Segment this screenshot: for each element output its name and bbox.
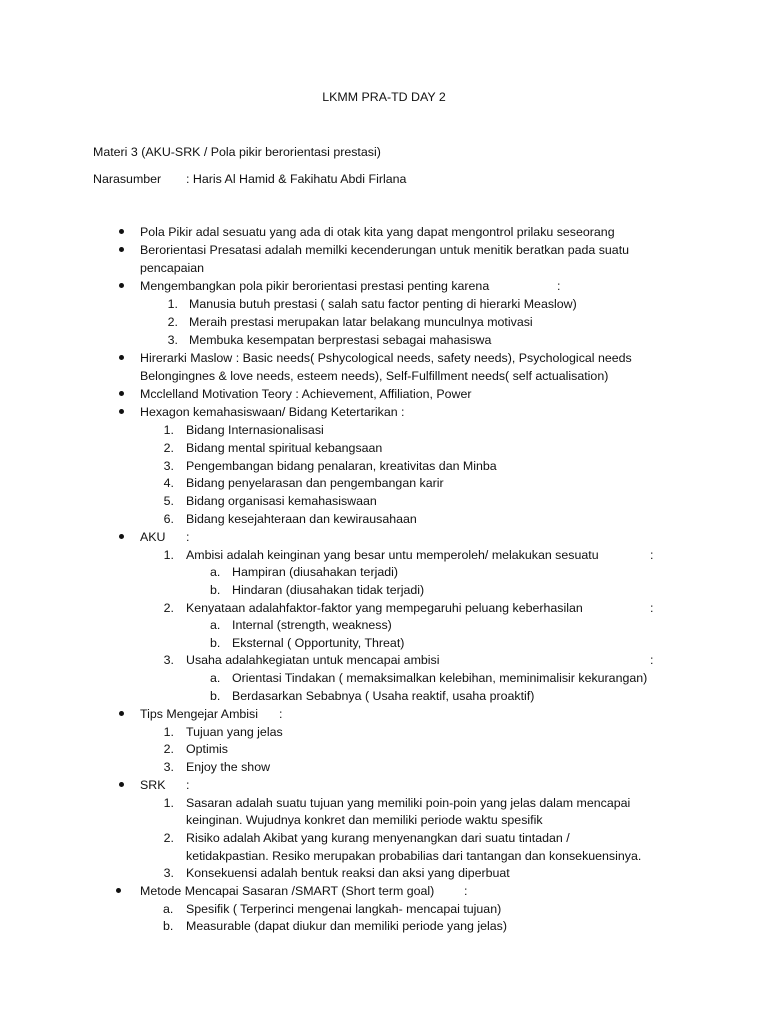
- list-number: 1.: [163, 725, 174, 739]
- list-item: Bidang kesejahteraan dan kewirausahaan: [186, 512, 417, 526]
- list-item: Kenyataan adalahfaktor-faktor yang mempegaruhi peluang keberhasilan: [186, 601, 583, 615]
- list-item: Berdasarkan Sebabnya ( Usaha reaktif, usaha proaktif): [232, 689, 535, 703]
- list-item: Bidang penyelarasan dan pengembangan karir: [186, 476, 444, 490]
- bullet-icon: [116, 888, 121, 893]
- list-item: Meraih prestasi merupakan latar belakang munculnya motivasi: [189, 315, 533, 329]
- bullet-text: AKU: [140, 530, 166, 544]
- list-item: Bidang Internasionalisasi: [186, 423, 324, 437]
- list-letter: b.: [210, 583, 221, 597]
- list-letter: a.: [210, 565, 221, 579]
- list-letter: b.: [210, 689, 221, 703]
- list-number: 2.: [167, 315, 178, 329]
- list-number: 4.: [163, 476, 174, 490]
- bullet-icon: [119, 391, 124, 396]
- list-item: Orientasi Tindakan ( memaksimalkan kelebihan, meminimalisir kekurangan): [232, 671, 648, 685]
- list-letter: a.: [163, 902, 174, 916]
- list-item-cont: ketidakpastian. Resiko merupakan probabilias dari tantangan dan konsekuensinya.: [186, 849, 642, 863]
- materi-heading: Materi 3 (AKU-SRK / Pola pikir berorientasi prestasi): [93, 145, 381, 159]
- bullet-icon: [119, 534, 124, 539]
- bullet-text: Mengembangkan pola pikir berorientasi prestasi penting karena: [140, 279, 490, 293]
- list-item: Measurable (dapat diukur dan memiliki periode yang jelas): [186, 919, 507, 933]
- list-letter: b.: [210, 636, 221, 650]
- bullet-text: Tips Mengejar Ambisi: [140, 707, 258, 721]
- bullet-icon: [119, 283, 124, 288]
- list-item: Internal (strength, weakness): [232, 618, 392, 632]
- list-number: 3.: [163, 459, 174, 473]
- list-number: 1.: [167, 297, 178, 311]
- list-item: Optimis: [186, 742, 228, 756]
- bullet-icon: [119, 409, 124, 414]
- list-number: 2.: [163, 831, 174, 845]
- list-item: Risiko adalah Akibat yang kurang menyenangkan dari suatu tintadan /: [186, 831, 570, 845]
- document-title: LKMM PRA-TD DAY 2: [322, 90, 446, 104]
- list-item: Ambisi adalah keinginan yang besar untu memperoleh/ melakukan sesuatu: [186, 548, 599, 562]
- bullet-text: Berorientasi Presatasi adalah memilki kecenderungan untuk menitik beratkan pada suatu: [140, 243, 630, 257]
- bullet-text: Hirerarki Maslow : Basic needs( Pshycological needs, safety needs), Psychological needs: [140, 351, 632, 365]
- list-item: Membuka kesempatan berprestasi sebagai mahasiswa: [189, 333, 492, 347]
- colon: :: [557, 279, 561, 293]
- list-number: 3.: [163, 653, 174, 667]
- list-number: 1.: [163, 796, 174, 810]
- list-number: 1.: [163, 423, 174, 437]
- bullet-text-cont: Belongingnes & love needs, esteem needs), Self-Fulfillment needs( self actualisation): [140, 369, 609, 383]
- list-item: Pengembangan bidang penalaran, kreativitas dan Minba: [186, 459, 497, 473]
- bullet-icon: [119, 355, 124, 360]
- list-item: Hampiran (diusahakan terjadi): [232, 565, 398, 579]
- list-number: 3.: [163, 866, 174, 880]
- list-number: 1.: [163, 548, 174, 562]
- list-item: Tujuan yang jelas: [186, 725, 283, 739]
- narasumber-label: Narasumber: [93, 172, 162, 186]
- list-item: Enjoy the show: [186, 760, 271, 774]
- list-item: Eksternal ( Opportunity, Threat): [232, 636, 405, 650]
- colon: :: [650, 653, 654, 667]
- list-item: Spesifik ( Terperinci mengenai langkah- mencapai tujuan): [186, 902, 502, 916]
- list-letter: b.: [163, 919, 174, 933]
- list-item-cont: keinginan. Wujudnya konkret dan memiliki periode waktu spesifik: [186, 813, 543, 827]
- bullet-icon: [119, 711, 124, 716]
- list-number: 6.: [163, 512, 174, 526]
- list-number: 2.: [163, 742, 174, 756]
- list-number: 3.: [163, 760, 174, 774]
- list-item: Hindaran (diusahakan tidak terjadi): [232, 583, 425, 597]
- colon: :: [186, 530, 190, 544]
- list-item: Konsekuensi adalah bentuk reaksi dan aksi yang diperbuat: [186, 866, 510, 880]
- bullet-text: Mcclelland Motivation Teory : Achievement, Affiliation, Power: [140, 387, 472, 401]
- bullet-text: Pola Pikir adal sesuatu yang ada di otak kita yang dapat mengontrol prilaku seseorang: [140, 225, 615, 239]
- bullet-icon: [119, 229, 124, 234]
- bullet-text-cont: pencapaian: [140, 261, 205, 275]
- narasumber-value: : Haris Al Hamid & Fakihatu Abdi Firlana: [186, 172, 407, 186]
- list-letter: a.: [210, 671, 221, 685]
- colon: :: [279, 707, 283, 721]
- list-letter: a.: [210, 618, 221, 632]
- list-number: 2.: [163, 441, 174, 455]
- colon: :: [464, 884, 468, 898]
- list-number: 2.: [163, 601, 174, 615]
- list-item: Bidang organisasi kemahasiswaan: [186, 494, 377, 508]
- colon: :: [650, 601, 654, 615]
- bullet-text: Metode Mencapai Sasaran /SMART (Short term goal): [140, 884, 435, 898]
- list-item: Usaha adalahkegiatan untuk mencapai ambisi: [186, 653, 440, 667]
- bullet-text: SRK: [140, 778, 166, 792]
- list-number: 3.: [167, 333, 178, 347]
- colon: :: [650, 548, 654, 562]
- list-item: Bidang mental spiritual kebangsaan: [186, 441, 383, 455]
- bullet-icon: [119, 247, 124, 252]
- bullet-text: Hexagon kemahasiswaan/ Bidang Ketertarikan :: [140, 405, 405, 419]
- bullet-icon: [119, 782, 124, 787]
- list-number: 5.: [163, 494, 174, 508]
- colon: :: [186, 778, 190, 792]
- list-item: Sasaran adalah suatu tujuan yang memiliki poin-poin yang jelas dalam mencapai: [186, 796, 631, 810]
- list-item: Manusia butuh prestasi ( salah satu factor penting di hierarki Measlow): [189, 297, 577, 311]
